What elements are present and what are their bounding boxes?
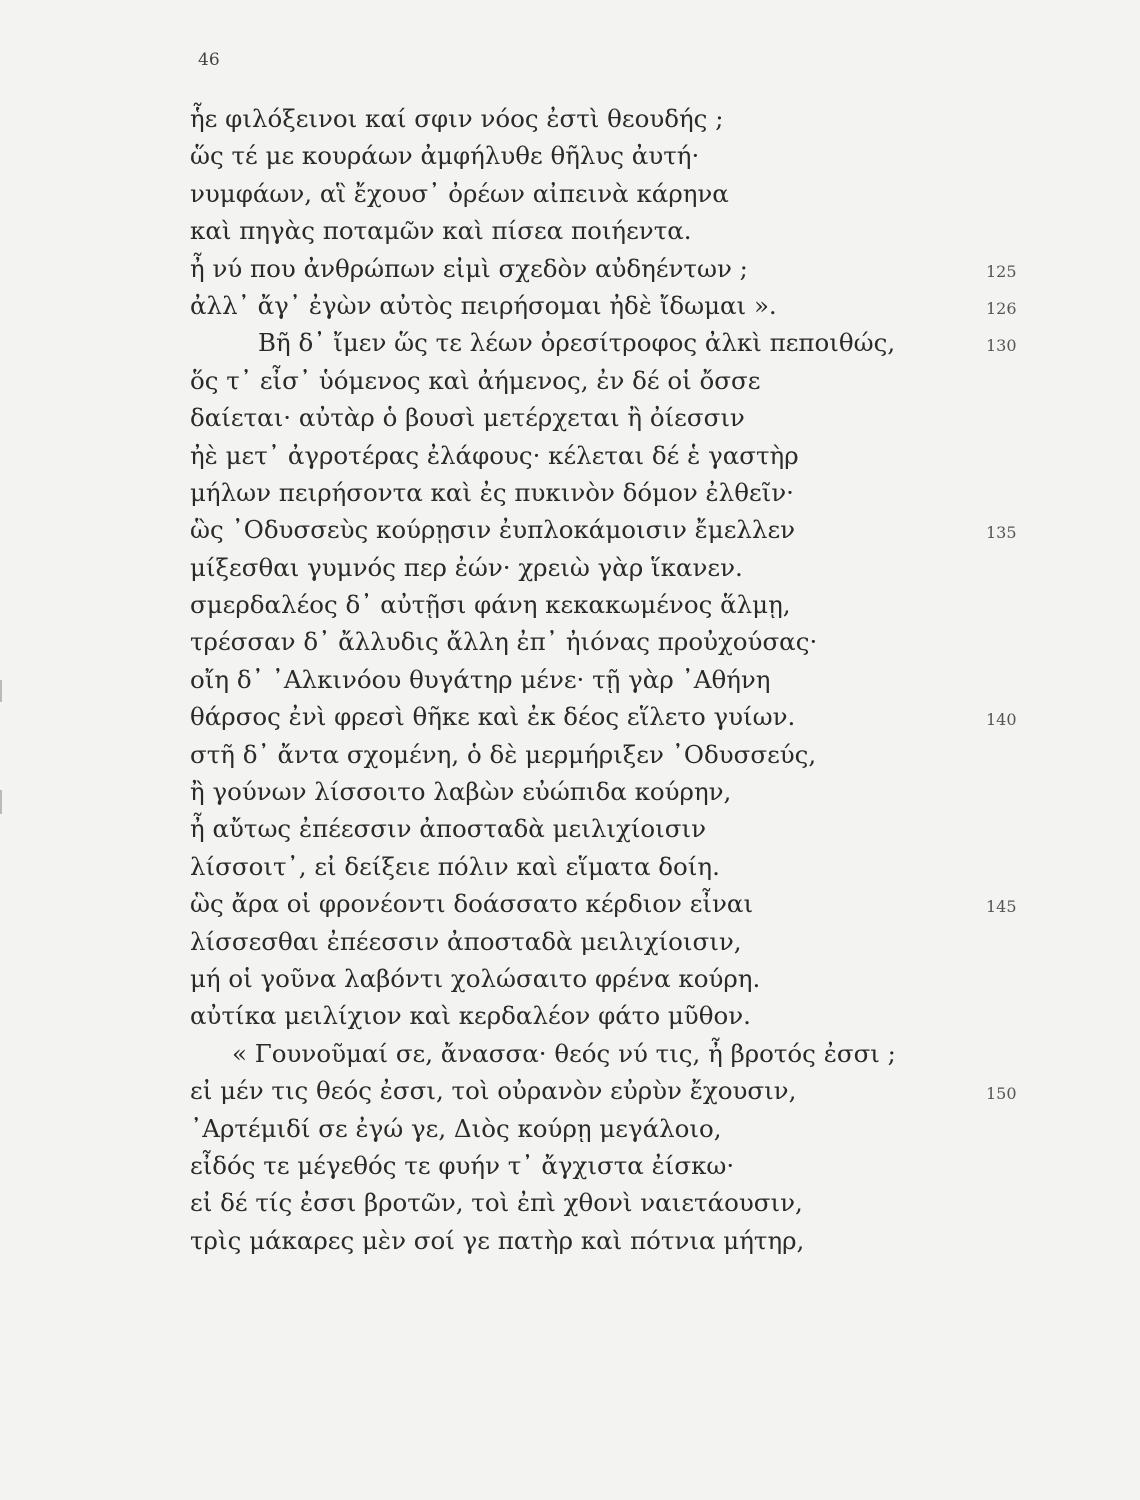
verse-line [190,923,950,960]
verse-line-text: τρέσσαν δ᾽ ἄλλυδις ἄλλη ἐπ᾽ ἠιόνας προὐχούσας· [190,627,818,657]
verse-line-text: ᾽Αρτέμιδί σε ἐγώ γε, Διὸς κούρῃ μεγάλοιο, [190,1113,722,1143]
verse-line [190,1184,950,1221]
verse-line-text: ὅς τ᾽ εἶσ᾽ ὑόμενος καὶ ἀήμενος, ἐν δέ οἱ ὄσσε [190,365,761,395]
verse-line [190,1147,950,1184]
verse-line-text: « Γουνοῦμαί σε, ἄνασσα· θεός νύ τις, ἦ βροτός ἐσσι ; [232,1038,896,1068]
verse-line [190,324,1017,361]
verse-line-text: ἦ νύ που ἀνθρώπων εἰμὶ σχεδὸν αὐδηέντων ; [190,253,748,283]
verse-line [190,287,1017,324]
margin-mark [0,680,2,702]
verse-line-text: αὐτίκα μειλίχιον καὶ κερδαλέον φάτο μῦθον. [190,1001,751,1031]
verse-line-text: δαίεται· αὐτὰρ ὁ βουσὶ μετέρχεται ἢ ὀίεσσιν [190,403,745,433]
verse-line-text: καὶ πηγὰς ποταμῶν καὶ πίσεα ποιήεντα. [190,216,692,246]
verse-line [190,100,950,137]
verse-line-text: ἦ αὔτως ἐπέεσσιν ἀποσταδὰ μειλιχίοισιν [190,814,707,844]
verse-line [190,1110,950,1147]
verse-line [190,511,1017,548]
verse-line [190,1072,1017,1109]
line-number: 135 [986,523,1017,543]
verse-line-text: οἴη δ᾽ ᾽Αλκινόου θυγάτηρ μένε· τῇ γὰρ ᾽Αθήνη [190,664,771,694]
verse-line-text: μήλων πειρήσοντα καὶ ἐς πυκινὸν δόμον ἐλθεῖν· [190,477,794,507]
verse-line [190,848,950,885]
verse-line-text: μίξεσθαι γυμνός περ ἐών· χρειὼ γὰρ ἵκανεν. [190,552,743,582]
verse-line [190,175,950,212]
verse-line-text: ὥς τέ με κουράων ἀμφήλυθε θῆλυς ἀυτή· [190,141,700,171]
verse-line [190,250,1017,287]
verse-line [190,736,950,773]
line-number: 130 [986,336,1017,356]
margin-mark [0,790,2,814]
line-number: 126 [986,298,1017,318]
verse-line [190,549,950,586]
verse-line-text: στῆ δ᾽ ἄντα σχομένη, ὁ δὲ μερμήριξεν ᾽Οδυσσεύς, [190,739,817,769]
verse-line-text: ἠὲ μετ᾽ ἀγροτέρας ἐλάφους· κέλεται δέ ἑ γαστὴρ [190,440,799,470]
verse-line [190,1222,950,1259]
verse-line-text: νυμφάων, αἳ ἔχουσ᾽ ὀρέων αἰπεινὰ κάρηνα [190,178,729,208]
verse-line-text: ὣς ᾽Οδυσσεὺς κούρῃσιν ἐυπλοκάμοισιν ἔμελλεν [190,515,796,545]
verse-line [190,698,1017,735]
line-number: 140 [986,710,1017,730]
verse-line-text: ἧε φιλόξεινοι καί σφιν νόος ἐστὶ θεουδής ; [190,104,724,133]
verse-line [190,362,950,399]
line-number: 150 [986,1084,1017,1104]
verse-line-text: ὣς ἄρα οἱ φρονέοντι δοάσσατο κέρδιον εἶναι [190,889,754,919]
verse-line-text: μή οἱ γοῦνα λαβόντι χολώσαιτο φρένα κούρη. [190,963,761,993]
verse-line [190,399,950,436]
page-number: 46 [198,50,220,70]
verse-line [190,885,1017,922]
verse-line-text: σμερδαλέος δ᾽ αὐτῇσι φάνη κεκακωμένος ἅλμῃ, [190,590,791,620]
verse-line [190,810,950,847]
verse-line [190,437,950,474]
verse-line-text: εἰ δέ τίς ἐσσι βροτῶν, τοὶ ἐπὶ χθονὶ ναιετάουσιν, [190,1188,803,1218]
verse-line [190,623,950,660]
verse-line [190,212,950,249]
verse-line-text: τρὶς μάκαρες μὲν σοί γε πατὴρ καὶ πότνια μήτηρ, [190,1225,805,1255]
verse-text [190,100,1017,1259]
verse-line [190,1035,950,1072]
verse-line-text: θάρσος ἐνὶ φρεσὶ θῆκε καὶ ἐκ δέος εἵλετο γυίων. [190,702,796,732]
verse-line-text: λίσσεσθαι ἐπέεσσιν ἀποσταδὰ μειλιχίοισιν, [190,926,742,956]
verse-line [190,997,950,1034]
line-number: 145 [986,897,1017,917]
verse-line [190,773,950,810]
line-number: 125 [986,261,1017,281]
verse-line [190,661,950,698]
verse-line [190,474,950,511]
verse-line-text: εἰ μέν τις θεός ἐσσι, τοὶ οὐρανὸν εὐρὺν ἔχουσιν, [190,1076,797,1106]
verse-line-text: ἀλλ᾽ ἄγ᾽ ἐγὼν αὐτὸς πειρήσομαι ἠδὲ ἴδωμαι ». [190,290,777,320]
verse-line-text: λίσσοιτ᾽, εἰ δείξειε πόλιν καὶ εἵματα δοίη. [190,851,720,881]
verse-line-text: Βῆ δ᾽ ἴμεν ὥς τε λέων ὀρεσίτροφος ἀλκὶ πεποιθώς, [258,328,896,358]
verse-line [190,137,950,174]
verse-line-text: εἶδός τε μέγεθός τε φυήν τ᾽ ἄγχιστα ἐίσκω· [190,1150,735,1180]
verse-line [190,960,950,997]
verse-line-text: ἢ γούνων λίσσοιτο λαβὼν εὐώπιδα κούρην, [190,777,732,807]
verse-line [190,586,950,623]
